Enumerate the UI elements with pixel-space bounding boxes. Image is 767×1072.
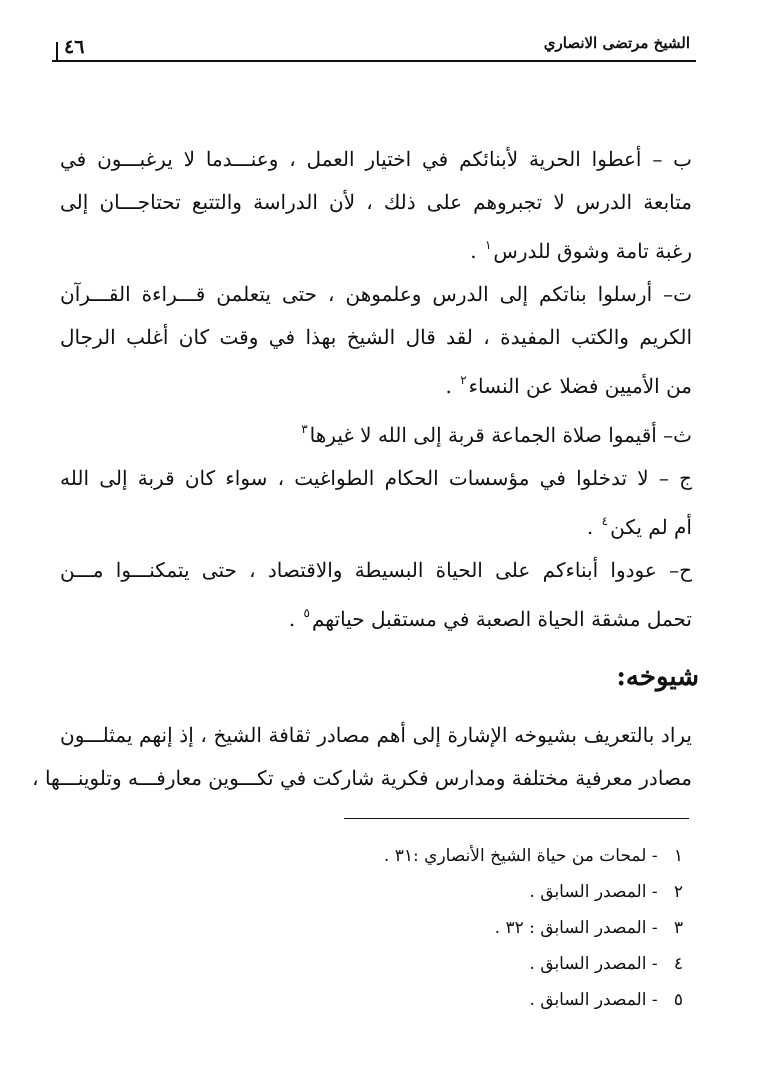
footnote-text: - المصدر السابق .: [529, 990, 658, 1010]
footnote-item: [263, 982, 683, 1018]
footnote-number: ٥: [673, 990, 683, 1010]
footnote-number: ٤: [673, 954, 683, 974]
text-line-content: رغبة تامة وشوق للدرس: [493, 239, 692, 263]
footnote-mark: ٢: [460, 373, 467, 387]
text-line: [60, 224, 692, 273]
header-rule: [52, 60, 696, 62]
text-line: الكريم والكتب المفيدة ، لقد قال الشيخ بهذا في وقت كان أغلب الرجال: [60, 325, 692, 349]
text-line-content: أم لم يكن: [610, 515, 692, 539]
footnote-text: - لمحات من حياة الشيخ الأنصاري :٣١ .: [383, 846, 658, 866]
footnote-number: ٢: [673, 882, 683, 902]
text-line: ب – أعطوا الحرية لأبنائكم في اختيار العمل ، وعنـــدما لا يرغبـــون في: [60, 147, 692, 171]
text-line-content: تحمل مشقة الحياة الصعبة في مستقبل حياتهم: [312, 607, 692, 631]
text-line: ح– عودوا أبناءكم على الحياة البسيطة والاقتصاد ، حتى يتمكنـــوا مـــن: [60, 558, 692, 582]
footnote-mark: ١: [484, 238, 492, 252]
text-line-content: من الأميين فضلا عن النساء: [468, 374, 692, 398]
text-line: متابعة الدرس لا تجبروهم على ذلك ، لأن الدراسة والتتبع تحتاجـــان إلى: [60, 190, 692, 214]
footnote-item: [263, 838, 683, 874]
footnote-mark: ٣: [301, 422, 308, 436]
footnote-number: ٣: [673, 918, 683, 938]
footnote-text: - المصدر السابق : ٣٢ .: [494, 918, 658, 938]
footnote-item: [263, 910, 683, 946]
text-line: [60, 359, 692, 408]
footnote-mark: ٥: [303, 606, 310, 620]
page-header: [52, 34, 696, 62]
footnote-number: ١: [673, 846, 683, 866]
footnotes: [263, 838, 683, 1018]
footnote-item: [263, 874, 683, 910]
footnote-separator: [344, 818, 689, 819]
line-period: .: [586, 515, 594, 539]
footnote-text: - المصدر السابق .: [529, 954, 658, 974]
intro-paragraph-block: [32, 714, 692, 800]
text-line: يراد بالتعريف بشيوخه الإشارة إلى أهم مصادر ثقافة الشيخ ، إذ إنهم يمثلـــون: [60, 723, 692, 747]
text-line: [60, 500, 692, 549]
footnote-text: - المصدر السابق .: [529, 882, 658, 902]
main-paragraph-block: [60, 138, 692, 641]
text-line: مصادر معرفية مختلفة ومدارس فكرية شاركت في تكـــوين معارفـــه وتلوينـــها ،: [32, 766, 692, 790]
page-number: ٤٦: [64, 36, 85, 58]
text-line: [60, 592, 692, 641]
footnote-mark: ٤: [601, 514, 609, 528]
running-title: الشيخ مرتضى الانصاري: [543, 34, 690, 52]
line-period: .: [288, 607, 296, 631]
line-period: .: [470, 239, 477, 263]
line-period: .: [445, 374, 452, 398]
footnote-item: [263, 946, 683, 982]
text-line-content: ث– أقيموا صلاة الجماعة قربة إلى الله لا غيرها: [309, 423, 692, 447]
text-line: [60, 408, 692, 457]
section-heading: شيوخه:: [616, 662, 699, 692]
page-number-divider: [56, 42, 58, 62]
text-line: ت– أرسلوا بناتكم إلى الدرس وعلموهن ، حتى يتعلمن قـــراءة القـــرآن: [60, 282, 692, 306]
text-line: ج – لا تدخلوا في مؤسسات الحكام الطواغيت ، سواء كان قربة إلى الله: [60, 466, 692, 490]
